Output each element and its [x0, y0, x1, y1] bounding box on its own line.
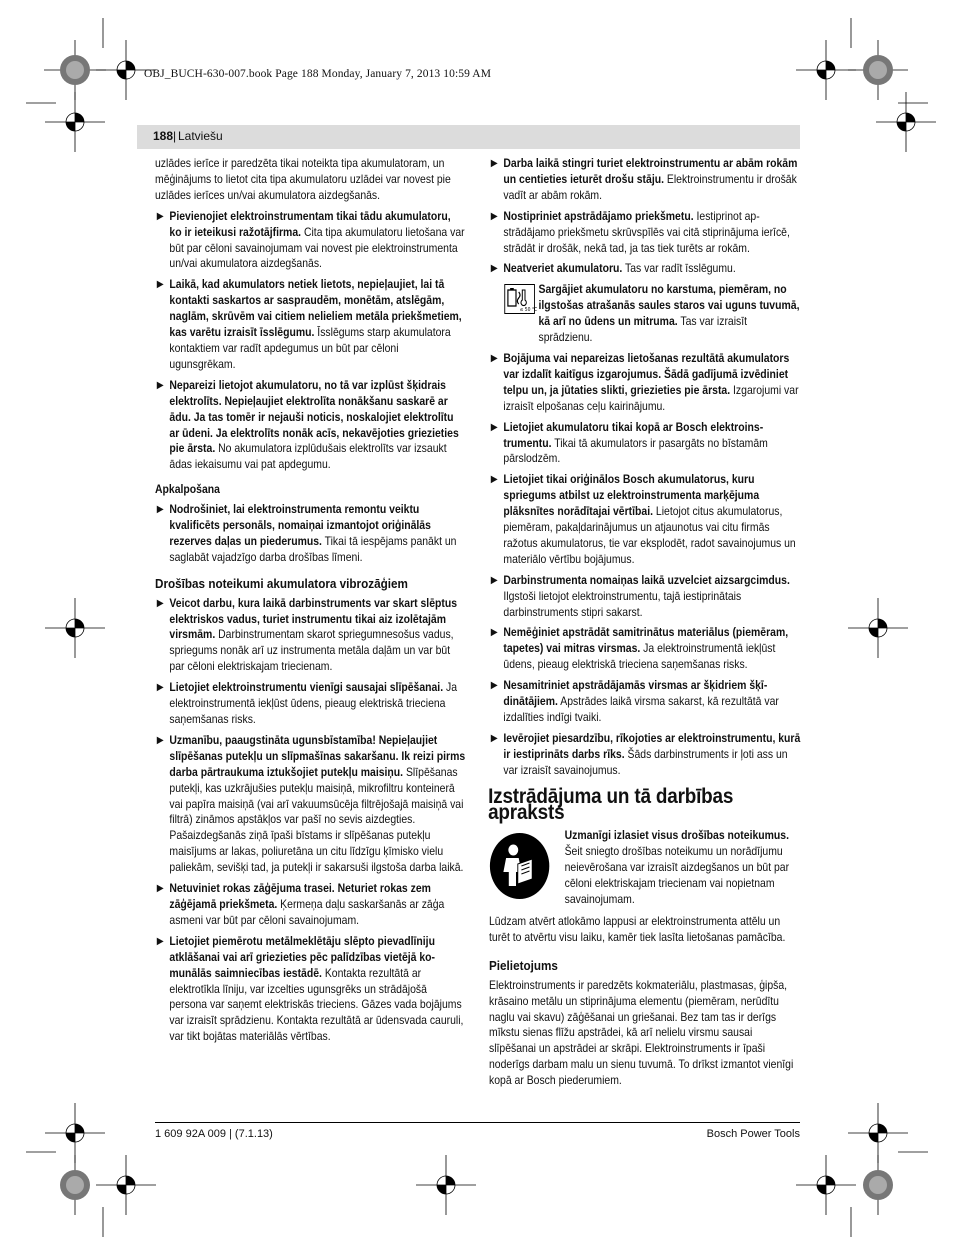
page-language: Latviešu — [178, 129, 223, 143]
saw-safety-heading: Drošības noteikumi akumulatora vibrozāģiem — [155, 575, 408, 591]
safety-item-bold: Lietojiet tikai oriģinālos Bosch akumulatorus, kuru spriegums atbilst uz elektroinstrumenta marķējuma plāksnītes norādītajai vērtībai. — [503, 473, 760, 519]
safety-item-text: Apstrādes laikā virsma sakarst, kā rezultātā var izdalīties indīgi tvaiki. — [503, 695, 779, 724]
safety-item-bold: Nodrošiniet, lai elektroinstrumenta remontu veiktu kvalificēts personāls, nomaiņai izmantojot oriģinālās rezerves daļas un piederumus. — [169, 503, 431, 548]
safety-item — [489, 261, 801, 277]
safety-item-text: Īsslēgums starp akumulatora kontaktiem var radīt apdegumus un būt par cēloni ugunsgrēkam. — [169, 326, 451, 371]
safety-item-bold: Nostipriniet apstrādājamo priekšmetu. — [503, 209, 694, 223]
heat-warning-text: Tas var izraisīt sprādzienu. — [538, 315, 748, 345]
read-note-text: Šeit sniegto drošības noteikumu un norādījumu neievērošana var izraisīt aizdegšanos un būt par cēloni elektriskajam triecienam vai nopietnam savainojumam. — [564, 845, 790, 907]
safety-item-bold: Lietojiet piemērotu metālmeklētāju slēpto pievadlīniju atklāšanai vai arī griezieties pēc palīdzības vietējā komunālās saimniecības iestādē. — [169, 934, 436, 980]
service-heading: Apkalpošana — [155, 483, 220, 497]
footer-brand: Bosch Power Tools — [706, 1128, 800, 1140]
safety-item-text: Ja elektroinstrumentā iekļūst ūdens, pieaug elektriskā trieciena saņemšanas risks. — [169, 681, 458, 726]
read-manual-note — [489, 828, 801, 908]
bullet-arrow-icon: ▶ — [156, 734, 164, 746]
heat-warning-bold: Sargājiet akumulatoru no karstuma, piemēram, no ilgstošas atrašanās saules staros vai uguns tuvumā, kā arī no ūdens un mitruma. — [538, 283, 800, 329]
bullet-arrow-icon: ▶ — [156, 597, 164, 609]
safety-item-text: Ķermeņa daļu saskaršanās ar zāģa asmeni var būt par cēloni savainojumam. — [169, 897, 445, 927]
left-safety-list-b — [155, 502, 466, 566]
safety-item — [155, 502, 466, 566]
print-slug: OBJ_BUCH-630-007.book Page 188 Monday, January 7, 2013 10:59 AM — [144, 68, 492, 80]
safety-item — [489, 625, 801, 673]
safety-item-bold: Lietojiet elektroinstrumentu vienīgi sausajai slīpēšanai. — [169, 681, 444, 695]
safety-item-bold: Nepareizi lietojot akumulatoru, no tā var izplūst šķidrais elektrolīts. Nepieļaujiet elektrolīta nonākšanu saskarē ar ādu. Ja tas tomēr ir nejauši noticis, noskalojiet elektrolītu ar ūdeni. Ja elektrolīts nonāk acīs, nekavējoties griezieties pie ārsta. — [169, 378, 459, 456]
left-safety-list-a — [155, 209, 466, 474]
bullet-arrow-icon: ▶ — [156, 210, 164, 222]
safety-item — [489, 678, 801, 726]
bullet-arrow-icon: ▶ — [156, 682, 164, 694]
safety-item-bold: Nemēģiniet apstrādāt samitrinātus materiālus (piemēram, tapetes) vai mitras virsmas. — [503, 626, 789, 656]
safety-item-text: Darbinstrumentam skarot spriegumnesošus vadus, spriegums nonāk arī uz instrumenta metāla daļām un var būt par cēloni elektriskajam triecienam. — [169, 628, 454, 674]
safety-item-bold: Uzmanību, paaugstināta ugunsbīstamība! Nepieļaujiet slīpēšanas putekļu un slīpmašīnas sakaršanu. Ik reizi pirms darba pārtraukuma iztukšojiet putekļu maisiņu. — [169, 733, 466, 779]
right-column — [489, 156, 801, 1089]
safety-item-bold: Bojājuma vai nepareizas lietošanas rezultātā akumulators var izdalīt kaitīgus izgarojumus. Šādā gadījumā izvēdiniet telpu un, ja jūtaties slikti, griezieties pie ārsta. — [503, 351, 790, 397]
safety-item-text: Lietojot citus akumulatorus, piemēram, pakaļdarinājumus un atjaunotus vai citu firmās ražotus akumulatorus, tie var eksplodēt, radot savainojumus un materiālo vērtību bojājumus. — [503, 505, 796, 566]
safety-item-text: Tas var radīt īsslēgumu. — [622, 262, 736, 276]
bullet-arrow-icon: ▶ — [490, 158, 498, 169]
bullet-arrow-icon: ▶ — [156, 935, 164, 947]
safety-item-bold: Lietojiet akumulatoru tikai kopā ar Bosch elektroinstrumentu. — [503, 420, 764, 450]
footer-rule — [155, 1122, 800, 1123]
safety-item-text: Tikai tā iespējams panākt un saglabāt vajadzīgo darba drošības līmeni. — [169, 534, 457, 564]
battery-heat-warning-icon — [504, 284, 538, 314]
safety-item — [155, 277, 466, 372]
safety-item-bold: Ievērojiet piesardzību, rīkojoties ar elektroinstrumentu, kurā ir iestiprināts darbs rīks. — [503, 731, 801, 761]
page-number: 188 — [153, 129, 174, 143]
right-safety-list-b — [489, 351, 801, 779]
bullet-arrow-icon: ▶ — [490, 352, 498, 364]
safety-item — [155, 934, 466, 1045]
heat-icon-label: ≤ 50 °C — [519, 308, 538, 314]
safety-item — [489, 156, 801, 204]
usage-paragraph: Elektroinstruments ir paredzēts kokmateriālu, plastmasas, ģipša, krāsaino metālu un stiprinājuma elementu (piemēram, nerūdītu naglu vai skavu) zāģēšanai un griešanai. Bez tam tas ir derīgs mīkstu sienas flīžu apstrādei, kā arī nelielu virsmu sausai slīpēšanai un apstrādei ar skrāpi. Elektroinstruments ir īpaši noderīgs darbam malu un sienu tuvumā. To drīkst izmantot vienīgi kopā ar Bosch piederumiem. — [489, 978, 794, 1088]
header-separator: | — [173, 129, 177, 143]
bullet-arrow-icon: ▶ — [490, 627, 498, 639]
bullet-arrow-icon: ▶ — [490, 474, 498, 486]
left-safety-list-c — [155, 596, 466, 1045]
safety-item — [155, 209, 466, 273]
bullet-arrow-icon: ▶ — [490, 574, 498, 586]
safety-item-text: Kontakta rezultātā ar elektrotīkla līniju, var izcelties ugunsgrēks un strādājošā persona var saņemt elektriskās trieciens. Gāzes vada bojājums var izraisīt sprādzienu. Kontakta rezultātā ar ūdensvada cauruli, var tikt bojātas materiālās vērtības. — [169, 966, 464, 1044]
bullet-arrow-icon: ▶ — [490, 421, 498, 433]
safety-item-bold: Veicot darbu, kura laikā darbinstruments var skart slēptus elektriskos vadus, turiet instrumentu tikai aiz izolētajām virsmām. — [169, 596, 458, 642]
safety-item — [155, 596, 466, 676]
safety-item-text: Tikai tā akumulators ir pasargāts no bīstamām pārslodzēm. — [503, 436, 768, 466]
heat-warning-block — [489, 282, 801, 346]
footer-doc-number: 1 609 92A 009 | (7.1.13) — [155, 1128, 273, 1140]
safety-item-bold: Darba laikā stingri turiet elektroinstrumentu ar abām rokām un centieties ieturēt drošu stāju. — [503, 157, 798, 186]
safety-item-bold: Darbinstrumenta nomaiņas laikā uzvelciet aizsargcimdus. — [503, 573, 790, 587]
safety-item — [155, 680, 466, 728]
safety-item-text: No akumulatora izplūdušais elektrolīts var izsaukt ādas iekaisumu vai pat apdegumu. — [169, 442, 447, 472]
safety-item — [489, 573, 801, 621]
safety-item-text: Izgarojumi var izraisīt elpošanas ceļu kairinājumu. — [503, 383, 799, 413]
bullet-arrow-icon: ▶ — [156, 504, 164, 516]
safety-item-bold: Pievienojiet elektroinstrumentam tikai tādu akumulatoru, ko ir ieteikusi ražotājfirma. — [169, 209, 451, 239]
safety-item-text: Iestiprinot apstrādājamo priekšmetu skrūvspīlēs vai citā stiprinājuma ierīcē, strādāt ir drošāk, nekā tad, ja tas tiek turēts ar rokām. — [503, 209, 790, 255]
safety-item-text: Slīpēšanas putekļi, kas uzkrājušies putekļu maisiņā, mikrofiltru konteinerā vai papīra maisiņā (vai arī vakuumsūcēja filtrējošajā maisiņā vai filtrā) zināmos apstākļos var pašī no sevis aizdegties. Pašaizdegšanās ziņā īpaši bīstams ir slīpēšanas putekļu maisījums ar lakas, poliuretāna un citu līdzīgu ķīmisko vielu paliekām, sevišķi tad, ja putekļi ir sakarsuši ilgstoša darba laikā. — [169, 765, 464, 875]
bullet-arrow-icon: ▶ — [490, 263, 498, 275]
right-safety-list-a — [489, 156, 801, 277]
fold-out-note: Lūdzam atvērt atlokāmo lappusi ar elektroinstrumenta attēlu un turēt to atvērtu visu laiku, kamēr tiek lasīta lietošanas pamācība. — [489, 914, 786, 944]
safety-item — [155, 881, 466, 929]
safety-item-text: Elektroinstrumentu ir drošāk vadīt ar abām rokām. — [503, 172, 797, 202]
safety-item-bold: Laikā, kad akumulators netiek lietots, nepieļaujiet, lai tā kontakti saskartos ar saspraudēm, monētām, atslēgām, naglām, skrūvēm vai citiem nelieliem metāla priekšmetiem, kas varētu izraisīt īsslēgumu. — [169, 278, 462, 340]
safety-item — [155, 378, 466, 473]
safety-item — [155, 733, 466, 876]
intro-paragraph: uzlādes ierīce ir paredzēta tikai noteikta tipa akumulatoram, un mēģinājums to lietot cita tipa akumulatoru uzlādei var novest pie uzlādes ierīces un/vai akumulatora aizdegšanās. — [155, 157, 451, 202]
bullet-arrow-icon: ▶ — [156, 883, 164, 895]
safety-item — [489, 209, 801, 257]
bullet-arrow-icon: ▶ — [490, 680, 498, 692]
safety-item-bold: Neatveriet akumulatoru. — [503, 262, 623, 276]
left-column — [155, 156, 466, 1050]
page-header — [137, 125, 800, 149]
safety-item — [489, 731, 801, 779]
safety-item — [489, 472, 801, 567]
usage-heading: Pielietojums — [489, 957, 558, 973]
safety-item — [489, 351, 801, 415]
safety-item-text: Ja elektroinstrumentā iekļūst ūdens, pieaug elektriskā trieciena saņemšanas risks. — [503, 642, 776, 672]
safety-item-text: Šāds darbinstruments ir ļoti ass un var izraisīt savainojumus. — [503, 747, 788, 777]
bullet-arrow-icon: ▶ — [490, 732, 498, 744]
safety-item-bold: Nesamitriniet apstrādājamās virsmas ar šķidriem šķīdinātājiem. — [503, 679, 768, 709]
bullet-arrow-icon: ▶ — [490, 210, 498, 222]
safety-item-text: Cita tipa akumulatoru lietošana var būt par cēloni savainojumam vai novest pie elektroinstrumenta un/vai akumulatora aizdegšanās. — [169, 225, 465, 271]
read-manual-icon — [489, 832, 550, 900]
bullet-arrow-icon: ▶ — [156, 379, 164, 391]
bullet-arrow-icon: ▶ — [156, 279, 164, 291]
section-title: Izstrādājuma un tā darbības apraksts — [488, 784, 734, 824]
safety-item-text: Ilgstoši lietojot elektroinstrumentu, tajā iestiprinātais darbinstruments stipri sakarst. — [503, 589, 742, 619]
read-note-bold: Uzmanīgi izlasiet visus drošības noteikumus. — [564, 829, 790, 843]
safety-item-bold: Netuviniet rokas zāģējuma trasei. Neturiet rokas zem zāģējamā priekšmeta. — [169, 882, 431, 911]
safety-item — [489, 420, 801, 468]
